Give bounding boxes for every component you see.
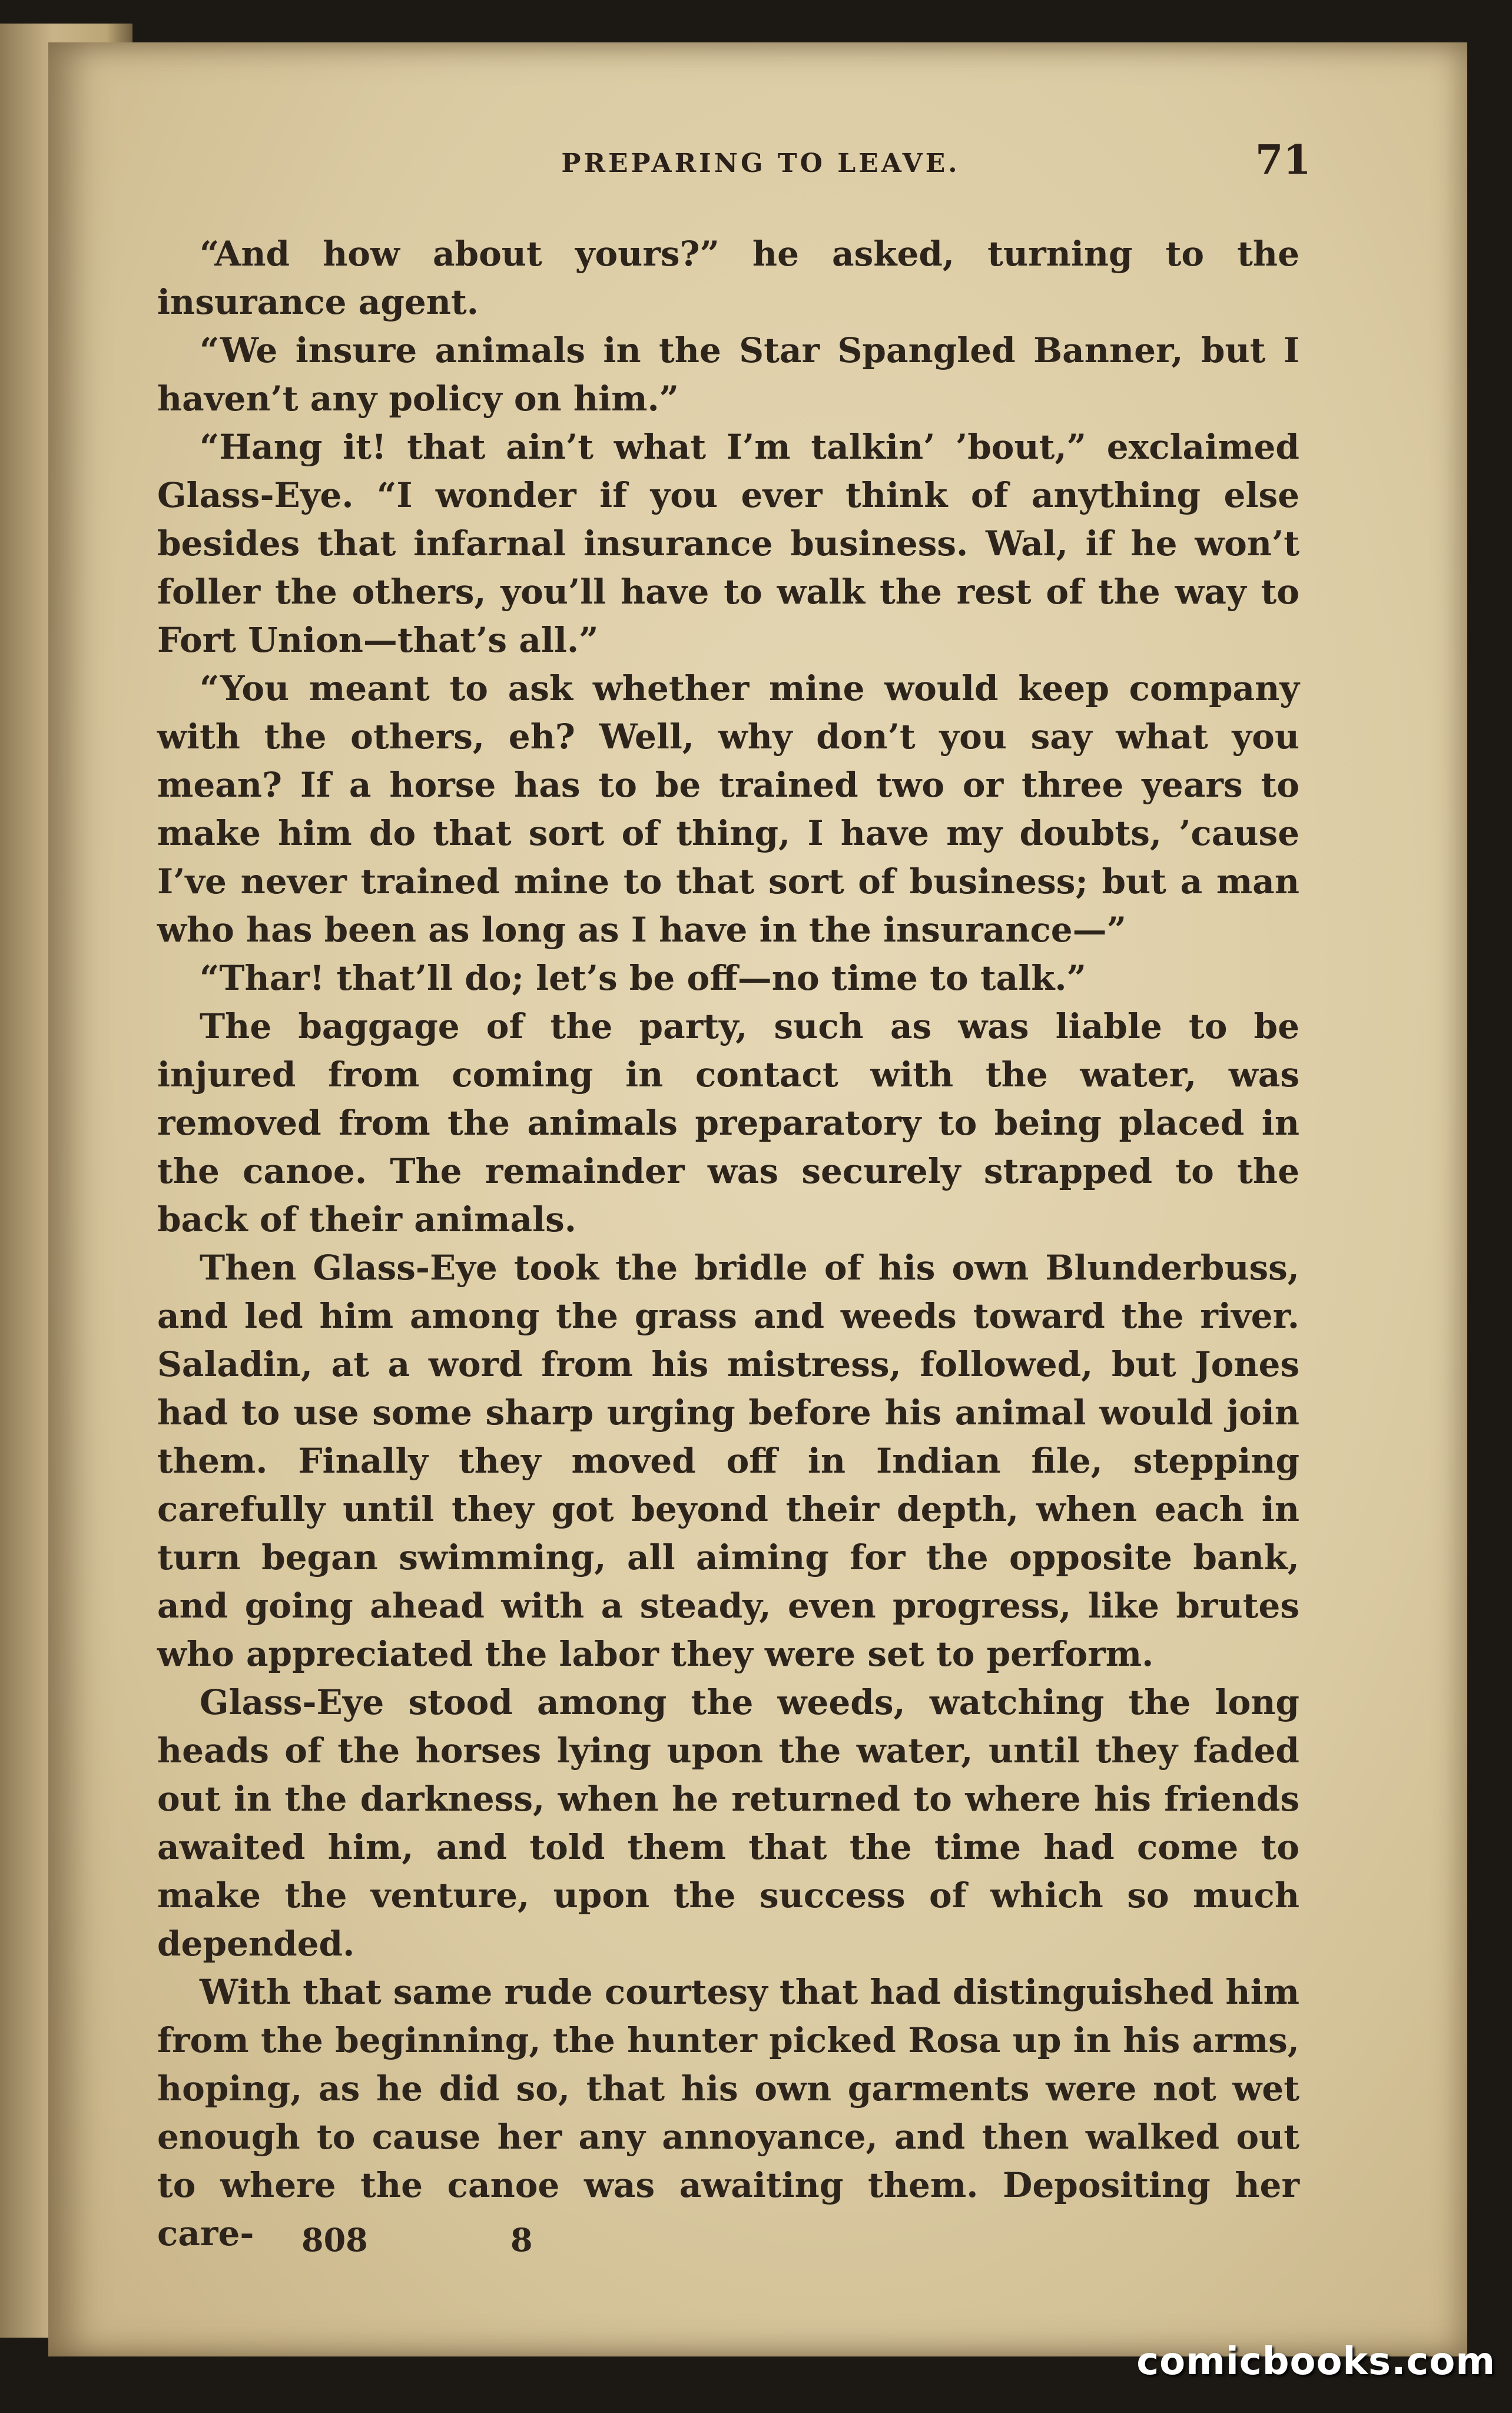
running-head: PREPARING TO LEAVE. [561,148,960,178]
book-page [48,42,1467,2356]
paragraph: “Thar! that’ll do; let’s be off—no time to talk.” [200,958,1086,998]
paragraph: Glass-Eye stood among the weeds, watching the long heads of the horses lying upon the water, until they faded out in the darkness, when he returned to where his friends awaited him, and told them that the time had come to make the venture, upon the success of which so much depended. [157,1682,1299,1964]
page-number: 71 [1255,137,1311,184]
signature-mark: 808 [301,2221,368,2259]
signature-number: 8 [510,2221,533,2259]
paragraph: Then Glass-Eye took the bridle of his own Blunderbuss, and led him among the grass and weeds toward the river. Saladin, at a word from his mistress, followed, but Jones had to use some sharp urging before his animal would join them. Finally they moved off in Indian file, stepping carefully until they got beyond their depth, when each in turn began swimming, all aiming for the opposite bank, and going ahead with a steady, even progress, like brutes who appreciated the labor they were set to perform. [157,1248,1299,1674]
paragraph: “Hang it! that ain’t what I’m talkin’ ’bout,” exclaimed Glass-Eye. “I wonder if you ever think of anything else besides that infarnal insurance business. Wal, if he won’t foller the others, you’ll have to walk the rest of the way to Fort Union—that’s all.” [157,427,1299,660]
paragraph: “You meant to ask whether mine would keep company with the others, eh? Well, why don’t you say what you mean? If a horse has to be trained two or three years to make him do that sort of thing, I have my doubts, ’cause I’ve never trained mine to that sort of business; but a man who has been as long as I have in the insurance—” [157,668,1299,950]
paragraph: “We insure animals in the Star Spangled Banner, but I haven’t any policy on him.” [157,330,1299,419]
paragraph: The baggage of the party, such as was liable to be injured from coming in contact with the water, was removed from the animals preparatory to being placed in the canoe. The remainder was securely strapped to the back of their animals. [157,1006,1299,1239]
watermark: comicbooks.com [1136,2340,1496,2384]
paragraph: “And how about yours?” he asked, turning to the insurance agent. [157,234,1299,322]
body-text [157,230,1299,2258]
paragraph: With that same rude courtesy that had distinguished him from the beginning, the hunter picked Rosa up in his arms, hoping, as he did so, that his own garments were not wet enough to cause her any annoyance, and then walked out to where the canoe was awaiting them. Depositing her care- [157,1972,1299,2253]
